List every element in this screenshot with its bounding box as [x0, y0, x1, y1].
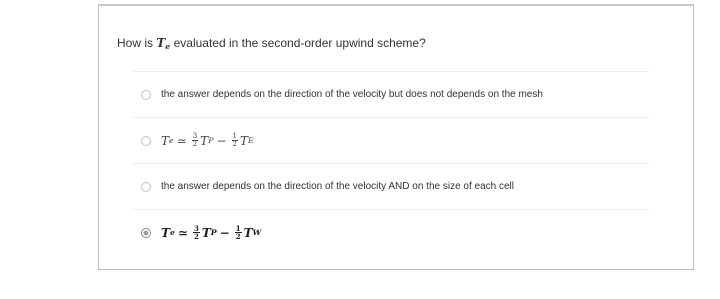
option-2[interactable] — [133, 117, 649, 163]
question-suffix: evaluated in the second-order upwind scheme? — [173, 36, 426, 50]
option-3-label: the answer depends on the direction of the velocity AND on the size of each cell — [161, 181, 514, 192]
radio-button-option-1[interactable] — [141, 90, 151, 100]
question-prefix: How is — [117, 36, 154, 50]
radio-button-option-4[interactable] — [141, 228, 151, 238]
radio-button-option-3[interactable] — [141, 182, 151, 192]
option-4[interactable] — [133, 209, 649, 255]
option-1[interactable] — [133, 71, 649, 117]
option-1-label: the answer depends on the direction of the velocity but does not depends on the mesh — [161, 89, 543, 100]
option-2-formula: T e ≃ $\frac{3}{2}$ T P − $\frac{1}{2}$ T E — [161, 132, 254, 148]
radio-button-option-2[interactable] — [141, 136, 151, 146]
question-text — [117, 36, 426, 51]
option-3[interactable] — [133, 163, 649, 209]
question-card — [98, 4, 694, 270]
option-4-formula: T e ≃ $\frac{3}{2}$ T P − $\frac{1}{2}$ T W — [161, 224, 262, 241]
question-variable: $T_e$ — [156, 36, 171, 51]
answer-options — [133, 71, 649, 255]
